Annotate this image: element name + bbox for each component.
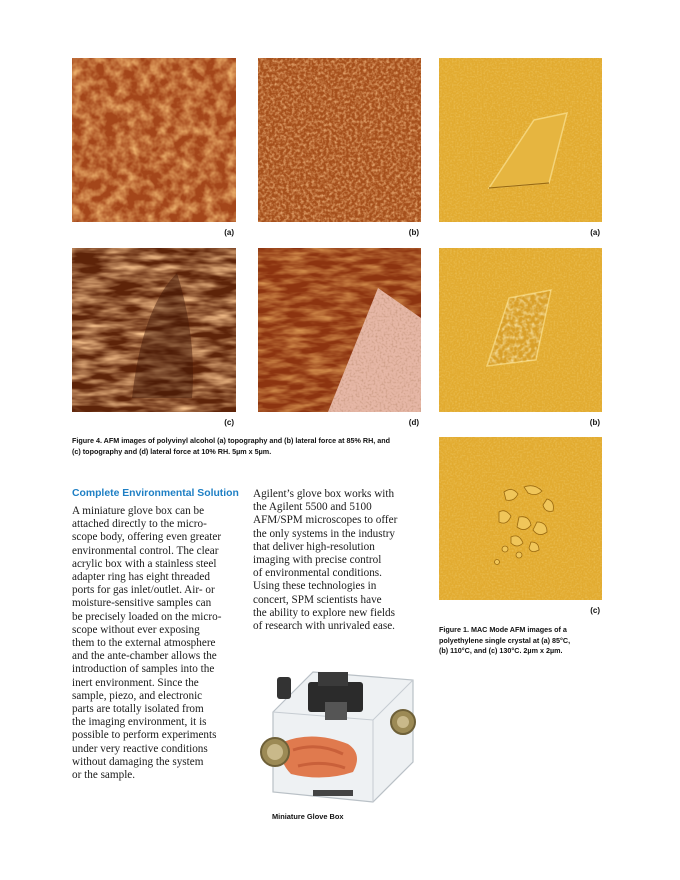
body-line: attached directly to the micro- <box>72 518 207 531</box>
body-line: scope without ever exposing <box>72 623 200 636</box>
figure1-label-b: (b) <box>589 418 600 427</box>
glovebox-caption: Miniature Glove Box <box>272 812 344 821</box>
figure4-label-d: (d) <box>408 418 419 427</box>
body-line: introduction of samples into the <box>72 663 215 676</box>
body-line: environmental control. The clear <box>72 544 219 557</box>
body-line: inert environment. Since the <box>72 676 199 689</box>
figure1-label-a: (a) <box>590 228 600 237</box>
figure1-caption-line: Figure 1. MAC Mode AFM images of a <box>439 625 567 634</box>
body-line: ports for gas inlet/outlet. Air- or <box>72 584 215 597</box>
figure4-caption-line: Figure 4. AFM images of polyvinyl alcohol (a) topography and (b) lateral force at 85% RH, and <box>72 436 391 445</box>
section-column-1 <box>72 505 247 782</box>
figure4-image-a <box>72 58 236 222</box>
figure4-label-b: (b) <box>408 228 419 237</box>
section-heading: Complete Environmental Solution <box>72 488 239 499</box>
figure1-image-c <box>439 437 602 600</box>
body-line: imaging with precise control <box>253 554 382 567</box>
figure1-image-b <box>439 248 602 412</box>
glovebox-photo <box>253 642 421 810</box>
body-line: adapter ring has eight threaded <box>72 571 210 584</box>
figure4-label-a: (a) <box>224 228 234 237</box>
body-line: the imaging environment, it is <box>72 716 207 729</box>
body-line: under very reactive conditions <box>72 742 208 755</box>
body-line: or the sample. <box>72 769 136 782</box>
body-line: of environmental conditions. <box>253 567 382 580</box>
section-column-2 <box>253 488 428 633</box>
figure4-caption <box>72 436 432 457</box>
body-line: of research with unrivaled ease. <box>253 620 395 633</box>
body-line: them to the external atmosphere <box>72 637 216 650</box>
body-line: scope body, offering even greater <box>72 531 222 544</box>
body-line: Using these technologies in <box>253 580 377 593</box>
figure4-label-c: (c) <box>224 418 234 427</box>
body-line: that deliver high-resolution <box>253 540 375 553</box>
body-line: acrylic box with a stainless steel <box>72 557 217 570</box>
figure1-caption <box>439 625 639 657</box>
body-line: be precisely loaded on the micro- <box>72 610 222 623</box>
figure4-caption-line: (c) topography and (d) lateral force at 10% RH. 5µm x 5µm. <box>72 446 272 456</box>
body-line: parts are totally isolated from <box>72 703 204 716</box>
figure1-caption-line: (b) 110°C, and (c) 130°C. 2µm x 2µm. <box>439 646 563 655</box>
body-line: AFM/SPM microscopes to offer <box>253 514 398 527</box>
body-line: the Agilent 5500 and 5100 <box>253 501 372 514</box>
body-line: A miniature glove box can be <box>72 505 205 517</box>
body-line: without damaging the system <box>72 755 204 768</box>
body-line: moisture-sensitive samples can <box>72 597 212 610</box>
figure4-image-c <box>72 248 236 412</box>
body-line: the ability to explore new fields <box>253 606 395 619</box>
figure1-caption-line: polyethylene single crystal at (a) 85°C, <box>439 635 571 645</box>
figure1-image-a <box>439 58 602 222</box>
body-line: concert, SPM scientists have <box>253 593 382 606</box>
figure4-image-d <box>258 248 421 412</box>
body-line: sample, piezo, and electronic <box>72 689 203 702</box>
body-line: Agilent’s glove box works with <box>253 488 395 500</box>
body-line: possible to perform experiments <box>72 729 217 742</box>
figure4-image-b <box>258 58 421 222</box>
body-line: the only systems in the industry <box>253 527 396 540</box>
body-line: and the ante-chamber allows the <box>72 650 217 663</box>
figure1-label-c: (c) <box>590 606 600 615</box>
